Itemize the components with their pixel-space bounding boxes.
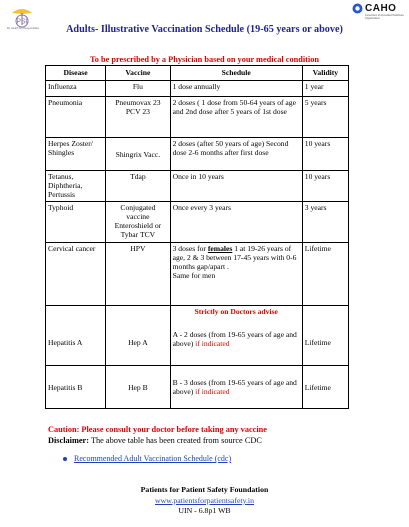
psi-logo-caption: My Health My Responsibility — [6, 27, 40, 30]
validity-cell: 1 year — [302, 81, 348, 97]
schedule-cell: Once every 3 years — [170, 202, 302, 243]
disease-cell: Pneumonia — [46, 97, 106, 138]
disease-cell: Typhoid — [46, 202, 106, 243]
disease-cell: Herpes Zoster/ Shingles — [46, 138, 106, 171]
caution-note: Caution: Please consult your doctor before taking any vaccine — [48, 425, 267, 434]
validity-cell: Lifetime — [302, 306, 348, 366]
prescription-note: To be prescribed by a Physician based on your medical condition — [90, 55, 319, 64]
schedule-cell: Once in 10 years — [170, 171, 302, 202]
header-validity: Validity — [302, 66, 348, 81]
table-row — [46, 81, 349, 97]
vaccination-table — [45, 65, 349, 409]
footer-url-link[interactable]: www.patientsforpatientsafety.in — [154, 496, 255, 505]
schedule-cell — [170, 306, 302, 366]
vaccine-cell: Hep A — [106, 306, 170, 366]
schedule-cell: 2 doses ( 1 dose from 50-64 years of age and 2nd dose after 5 years of 1st dose — [170, 97, 302, 138]
validity-cell: 3 years — [302, 202, 348, 243]
header-vaccine: Vaccine — [106, 66, 170, 81]
table-row — [46, 202, 349, 243]
schedule-text: A - 2 doses (from 19-65 years of age and above) — [172, 330, 297, 348]
schedule-text: 3 doses for — [172, 244, 208, 253]
header-schedule: Schedule — [170, 66, 302, 81]
vaccine-cell: Flu — [106, 81, 170, 97]
caho-logo-subtitle: Consortium of Accredited Healthcare Organizations — [365, 14, 404, 20]
caho-logo-word: CAHO — [365, 3, 397, 14]
schedule-text: 1 at 19-26 years of age, 2 & 3 between 17-45 years with 0-6 months gap/apart . — [172, 244, 297, 271]
validity-cell: 5 years — [302, 97, 348, 138]
vaccine-cell: Tdap — [106, 171, 170, 202]
footer-org: Patients for Patient Safety Foundation — [140, 485, 269, 494]
schedule-emphasis: females — [207, 244, 233, 253]
disease-cell: Hepatitis B — [46, 366, 106, 409]
table-row — [46, 366, 349, 409]
page-title: Adults- Illustrative Vaccination Schedule (19-65 years or above) — [66, 24, 343, 35]
bullet-icon — [63, 457, 67, 461]
disclaimer-label: Disclaimer: — [48, 436, 90, 445]
cdc-schedule-link[interactable]: Recommended Adult Vaccination Schedule (cdc) — [74, 454, 232, 463]
disease-cell: Hepatitis A — [46, 306, 106, 366]
caho-logo-icon — [352, 3, 363, 14]
table-row — [46, 171, 349, 202]
vaccine-cell: Conjugated vaccine Enteroshield or Tybar TCV — [106, 202, 170, 243]
schedule-cell: 2 doses (after 50 years of age) Second dose 2-6 months after first dose — [170, 138, 302, 171]
if-indicated-note: if indicated — [195, 387, 230, 396]
vaccine-cell: Hep B — [106, 366, 170, 409]
validity-cell: Lifetime — [302, 243, 348, 306]
header-disease: Disease — [46, 66, 106, 81]
table-row — [46, 97, 349, 138]
table-row — [46, 306, 349, 366]
disease-cell: Influenza — [46, 81, 106, 97]
validity-cell: 10 years — [302, 171, 348, 202]
disclaimer — [48, 436, 262, 445]
svg-text:PSI: PSI — [16, 18, 28, 26]
vaccine-cell: HPV — [106, 243, 170, 306]
table-row — [46, 138, 349, 171]
vaccine-cell: Shingrix Vacc. — [106, 138, 170, 171]
disease-cell: Cervical cancer — [46, 243, 106, 306]
validity-cell: Lifetime — [302, 366, 348, 409]
table-header-row — [46, 66, 349, 81]
table-row — [46, 243, 349, 306]
validity-cell: 10 years — [302, 138, 348, 171]
schedule-cell — [170, 243, 302, 306]
schedule-text: B - 3 doses (from 19-65 years of age and above) — [172, 378, 297, 396]
schedule-cell — [170, 366, 302, 409]
schedule-cell: 1 dose annually — [170, 81, 302, 97]
if-indicated-note: if indicated — [195, 339, 230, 348]
disclaimer-text: The above table has been created from source CDC — [89, 436, 262, 445]
vaccine-cell: Pneumovax 23 PCV 23 — [106, 97, 170, 138]
schedule-extra: Same for men — [172, 271, 216, 280]
strictly-on-doctors-advise: Strictly on Doctors advise — [194, 307, 278, 316]
footer-uin: UIN - 6.8p1 WB — [178, 506, 231, 515]
disease-cell: Tetanus, Diphtheria, Pertussis — [46, 171, 106, 202]
